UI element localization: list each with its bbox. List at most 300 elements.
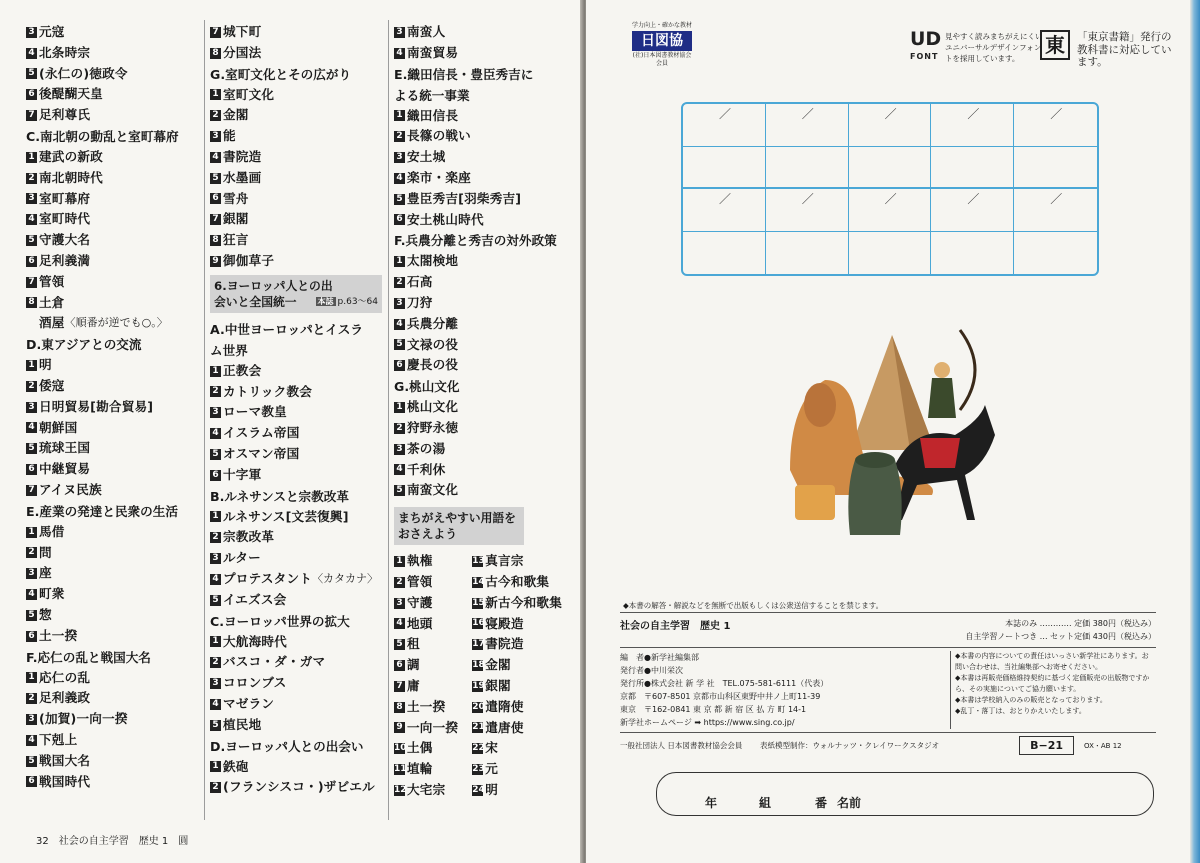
answer-number: 4 <box>26 422 37 433</box>
answer-term: 管領 <box>39 273 65 289</box>
answer-number: 2 <box>394 277 405 288</box>
answer-number: 1 <box>210 511 221 522</box>
section-heading: A.中世ヨーロッパとイスラ <box>210 321 363 337</box>
answer-term: 大宅宗 <box>407 781 446 797</box>
answer-entry <box>394 572 468 593</box>
answer-number: 4 <box>210 152 221 163</box>
answer-term: 南蛮文化 <box>407 482 459 498</box>
answer-number: 2 <box>394 131 405 142</box>
score-cell[interactable] <box>683 232 766 275</box>
answer-term: 酒屋 <box>39 315 65 331</box>
answer-number: 7 <box>26 485 37 496</box>
section-box <box>210 275 382 313</box>
answer-number: 15 <box>472 597 485 608</box>
answer-term: 室町文化 <box>223 86 275 102</box>
answer-entry <box>394 314 562 335</box>
answer-term: 倭寇 <box>39 377 65 393</box>
score-cell[interactable] <box>766 232 849 275</box>
section-heading: B.ルネサンスと宗教改革 <box>210 488 349 504</box>
answer-term: 大航海時代 <box>223 633 287 649</box>
answer-term: (フランシスコ・)ザビエル <box>223 779 375 795</box>
answer-entry <box>26 84 198 105</box>
answer-entry <box>472 551 562 572</box>
publication-info <box>620 612 1156 758</box>
book-title: 社会の自主学習 歴史 1 <box>620 621 731 632</box>
answer-entry <box>394 189 562 210</box>
answer-term: プロテスタント <box>223 570 313 586</box>
cover-edge <box>1190 0 1200 863</box>
answer-term: 問 <box>39 544 52 560</box>
answer-entry <box>210 382 382 403</box>
answer-term: (加賀)一向一揆 <box>39 711 128 727</box>
answer-number: 2 <box>26 693 37 704</box>
tokyo-shoseki-text: 「東京書籍」発行の教科書に対応しています。 <box>1077 31 1172 68</box>
answer-term: 千利休 <box>407 461 446 477</box>
answer-term: 調 <box>407 657 420 673</box>
answer-term: 宗教改革 <box>223 529 275 545</box>
answer-number: 7 <box>26 110 37 121</box>
publisher-note: ◆乱丁・落丁は、おとりかえいたします。 <box>955 707 1086 715</box>
answer-term: アイヌ民族 <box>39 481 102 497</box>
answer-entry <box>26 543 198 564</box>
answer-term: カトリック教会 <box>223 383 313 399</box>
answer-number: 3 <box>210 407 221 418</box>
samurai-icon <box>934 362 950 378</box>
answer-number: 2 <box>26 381 37 392</box>
section-heading: E.産業の発達と民衆の生活 <box>26 503 178 519</box>
answer-entry <box>394 634 468 655</box>
answer-entry <box>26 730 198 751</box>
publisher-note: ◆本書は学校納入のみの販売となっております。 <box>955 696 1107 704</box>
score-cell[interactable] <box>1014 232 1097 275</box>
answer-entry <box>394 593 468 614</box>
section-heading: よる統一事業 <box>394 87 470 103</box>
answer-entry <box>210 209 382 230</box>
answer-term: 石高 <box>407 274 433 290</box>
mistakes-box <box>394 507 524 545</box>
answer-entry <box>472 593 562 614</box>
answer-entry <box>26 438 198 459</box>
answer-number: 4 <box>210 699 221 710</box>
answer-number: 3 <box>394 152 405 163</box>
answer-term: (永仁の)徳政令 <box>39 65 128 81</box>
homepage[interactable]: 新学社ホームページ ➡ https://www.sing.co.jp/ <box>620 718 795 727</box>
ud-font-text: 見やすく読みまちがえにくいユニバーサルデザインフォントを採用しています。 <box>945 32 1043 63</box>
answer-entry <box>394 147 562 168</box>
answer-number: 3 <box>210 678 221 689</box>
answer-entry <box>394 126 562 147</box>
answer-entry <box>26 668 198 689</box>
answer-entry <box>26 22 198 43</box>
answer-number: 3 <box>26 27 37 38</box>
answer-entry <box>394 43 562 64</box>
answer-entry <box>210 22 382 43</box>
answer-term: 一向一揆 <box>407 719 459 735</box>
answer-number: 18 <box>472 660 485 671</box>
answer-term: 茶の湯 <box>407 440 446 456</box>
answer-note: 〈カタカナ〉 <box>312 571 379 585</box>
answer-number: 4 <box>394 173 405 184</box>
answer-entry <box>210 652 382 673</box>
answer-number: 3 <box>26 714 37 725</box>
answer-term: 豊臣秀吉[羽柴秀吉] <box>407 190 522 206</box>
answer-entry <box>26 355 198 376</box>
answer-entry <box>26 605 198 626</box>
answer-entry <box>210 507 382 528</box>
answer-number: 1 <box>394 402 405 413</box>
answer-entry <box>26 64 198 85</box>
answer-number: 1 <box>210 636 221 647</box>
answer-term: 銀閣 <box>485 677 511 693</box>
answer-entry <box>210 230 382 251</box>
score-cell[interactable]: ／ <box>683 104 766 147</box>
answer-entry <box>394 335 562 356</box>
answer-entry <box>210 548 382 569</box>
answer-term: 北条時宗 <box>39 44 91 60</box>
answer-entry <box>394 480 562 501</box>
score-cell[interactable] <box>849 147 932 190</box>
answer-entry <box>26 209 198 230</box>
answer-number: 13 <box>472 556 485 567</box>
answer-number: 6 <box>210 193 221 204</box>
answer-term: 織田信長 <box>407 107 459 123</box>
answer-number: 1 <box>26 360 37 371</box>
answer-number: 6 <box>26 631 37 642</box>
cover-credit: 表紙模型制作：ウォルナッツ・クレイワークスタジオ <box>760 741 940 750</box>
clay-model-illustration <box>770 320 1020 570</box>
answer-term: 足利義満 <box>39 252 91 268</box>
answer-number: 22 <box>472 743 485 754</box>
answer-entry <box>26 376 198 397</box>
answer-entry <box>472 572 562 593</box>
answer-term: 狩野永徳 <box>407 419 459 435</box>
answer-number: 3 <box>394 298 405 309</box>
answer-term: 室町時代 <box>39 211 91 227</box>
score-cell[interactable] <box>931 232 1014 275</box>
answer-number: 5 <box>26 68 37 79</box>
answer-entry <box>472 780 562 801</box>
answer-number: 3 <box>26 193 37 204</box>
answer-term: 土一揆 <box>39 627 78 643</box>
answer-entry <box>472 634 562 655</box>
answer-number: 1 <box>394 556 405 567</box>
section-reference: 本誌 p.63〜64 <box>317 296 378 307</box>
answer-entry <box>210 632 382 653</box>
answer-number: 2 <box>26 547 37 558</box>
answer-term: 室町幕府 <box>39 190 91 206</box>
section-heading: G.桃山文化 <box>394 379 460 395</box>
name-field[interactable]: 年 組 番 名前 <box>656 772 1154 816</box>
answer-number: 4 <box>394 319 405 330</box>
price-info: 本誌のみ ………… 定価 380円（税込み） 自主学習ノートつき … セット定価 430円（税込み） <box>965 619 1156 641</box>
answer-number: 4 <box>394 464 405 475</box>
answer-number: 5 <box>26 610 37 621</box>
answer-number: 11 <box>394 764 407 774</box>
answer-number: 14 <box>472 576 485 587</box>
answer-entry <box>26 230 198 251</box>
score-cell[interactable]: ／ <box>766 104 849 147</box>
answer-entry <box>26 709 198 730</box>
answer-term: バスコ・ダ・ガマ <box>223 654 326 670</box>
answer-entry <box>210 189 382 210</box>
answer-number: 1 <box>26 152 37 163</box>
answer-entry <box>210 423 382 444</box>
book-code-2: OX・AB 12 <box>1084 741 1122 750</box>
answer-number: 5 <box>210 720 221 731</box>
answer-number: 17 <box>472 639 485 650</box>
score-cell[interactable] <box>931 147 1014 190</box>
answer-entry <box>210 147 382 168</box>
answer-entry <box>394 168 562 189</box>
answer-number: 7 <box>210 214 221 225</box>
answer-term: 遣唐使 <box>485 719 524 735</box>
answer-entry <box>394 106 562 127</box>
answer-entry <box>210 569 382 590</box>
section-heading: G.室町文化とその広がり <box>210 66 352 82</box>
answer-number: 7 <box>394 681 405 692</box>
answer-number: 2 <box>394 423 405 434</box>
answer-entry <box>394 614 468 635</box>
answer-number: 8 <box>210 48 221 59</box>
answer-number: 1 <box>26 672 37 683</box>
answer-entry <box>394 718 468 739</box>
answer-number: 4 <box>394 48 405 59</box>
answer-term: ルネサンス[文芸復興] <box>223 508 349 524</box>
answer-term: 雪舟 <box>223 190 249 206</box>
answer-number: 2 <box>394 577 405 588</box>
score-cell[interactable]: ／ <box>683 189 766 232</box>
answer-term: 日明貿易[勘合貿易] <box>39 398 154 414</box>
answer-number: 2 <box>210 110 221 121</box>
answer-number: 4 <box>394 618 405 629</box>
answer-number: 2 <box>210 532 221 543</box>
score-cell[interactable] <box>1014 147 1097 190</box>
answer-term: 土倉 <box>39 294 65 310</box>
answer-number: 3 <box>26 568 37 579</box>
answer-number: 16 <box>472 618 485 629</box>
answer-term: 南蛮貿易 <box>407 44 459 60</box>
answer-term: 戦国大名 <box>39 752 91 768</box>
answer-term: 応仁の乱 <box>39 669 91 685</box>
answer-entry <box>394 251 562 272</box>
answer-number: 3 <box>26 402 37 413</box>
answer-term: 元寇 <box>39 24 65 39</box>
answer-number: 12 <box>394 784 407 795</box>
answer-entry <box>210 251 382 272</box>
answer-number: 6 <box>394 214 405 225</box>
answer-number: 8 <box>394 702 405 713</box>
answer-term: 慶長の役 <box>407 357 459 373</box>
answer-entry <box>26 313 198 334</box>
score-cell[interactable] <box>766 147 849 190</box>
answer-entry <box>394 676 468 697</box>
answer-entry <box>26 751 198 772</box>
answer-number: 6 <box>26 776 37 787</box>
bronze-bell-icon <box>848 460 901 535</box>
answer-entry <box>210 673 382 694</box>
kyoto-address: 京都 〒607-8501 京都市山科区東野中井ノ上町11-39 <box>620 692 821 701</box>
answer-term: 安土城 <box>407 149 446 165</box>
answer-entry <box>472 738 562 759</box>
answer-number: 19 <box>472 680 485 691</box>
score-cell[interactable]: ／ <box>931 104 1014 147</box>
answer-entry <box>26 522 198 543</box>
answer-number: 2 <box>26 173 37 184</box>
answer-entry <box>210 361 382 382</box>
answer-term: 遣隋使 <box>485 698 524 714</box>
answer-term: 埴輪 <box>407 761 433 777</box>
answer-number: 4 <box>210 574 221 585</box>
answer-entry <box>210 126 382 147</box>
answer-entry <box>394 551 468 572</box>
section-heading: F.応仁の乱と戦国大名 <box>26 649 151 665</box>
answer-term: 金閣 <box>485 657 511 673</box>
answer-term: 真言宗 <box>485 553 524 569</box>
answer-entry <box>210 590 382 611</box>
book-code: B−21 <box>1019 736 1074 755</box>
answer-term: 正教会 <box>223 362 262 378</box>
answer-term: 刀狩 <box>407 294 433 310</box>
answer-number: 24 <box>472 784 485 795</box>
answer-term: 地頭 <box>407 615 433 631</box>
score-cell[interactable] <box>683 147 766 190</box>
answer-entry <box>394 418 562 439</box>
association-logo-mark: 日図協 <box>632 31 692 51</box>
answer-entry <box>26 772 198 793</box>
answer-term: 古今和歌集 <box>485 573 550 589</box>
publisher-note: ◆本書の内容についての責任はいっさい新学社にあります。お問い合わせは、当社編集部へお寄せください。 <box>955 652 1149 671</box>
answer-term: 南北朝時代 <box>39 169 103 185</box>
section-heading: ム世界 <box>210 342 248 358</box>
answer-entry <box>394 272 562 293</box>
score-cell[interactable] <box>849 232 932 275</box>
answer-term: 兵農分離 <box>407 315 459 331</box>
answer-number: 1 <box>210 89 221 100</box>
answer-number: 4 <box>26 735 37 746</box>
answer-term: 座 <box>39 565 52 581</box>
score-cell[interactable]: ／ <box>849 189 932 232</box>
answer-term: 管領 <box>407 573 433 589</box>
answer-term: 狂言 <box>223 232 249 248</box>
answer-entry <box>26 626 198 647</box>
answer-number: 1 <box>210 366 221 377</box>
answer-entry <box>472 655 562 676</box>
answer-number: 7 <box>210 27 221 38</box>
answer-entry <box>472 759 562 780</box>
answer-number: 6 <box>394 660 405 671</box>
column-divider <box>204 20 205 820</box>
answer-entry <box>394 759 468 780</box>
answer-number: 5 <box>210 449 221 460</box>
answer-term: 執権 <box>407 553 433 569</box>
answer-term: コロンブス <box>223 675 287 691</box>
answer-term: オスマン帝国 <box>223 445 300 461</box>
answer-entry <box>394 293 562 314</box>
answer-number: 2 <box>210 386 221 397</box>
answer-number: 5 <box>394 339 405 350</box>
answer-entry <box>210 465 382 486</box>
answer-term: 金閣 <box>223 107 249 123</box>
answer-number: 1 <box>210 761 221 772</box>
section-heading: F.兵農分離と秀吉の対外政策 <box>394 233 557 249</box>
association-logo: 学力向上・確かな教材 日図協 (社)日本図書教材協会会員 <box>632 22 693 67</box>
answer-number: 3 <box>394 444 405 455</box>
answer-number: 6 <box>26 256 37 267</box>
answer-number: 2 <box>210 657 221 668</box>
answer-term: 宋 <box>485 740 499 756</box>
answer-term: 城下町 <box>223 24 262 39</box>
answer-number: 10 <box>394 743 407 754</box>
answer-number: 5 <box>394 639 405 650</box>
answer-entry <box>210 168 382 189</box>
answer-number: 3 <box>394 598 405 609</box>
answer-term: 庸 <box>407 677 420 693</box>
answer-entry <box>210 757 382 778</box>
column-divider <box>388 20 389 820</box>
answer-term: 元 <box>485 761 499 777</box>
answer-number: 5 <box>26 235 37 246</box>
answer-term: 書院造 <box>485 636 524 652</box>
answer-number: 5 <box>394 485 405 496</box>
answer-term: 惣 <box>39 606 52 622</box>
answer-number: 6 <box>210 470 221 481</box>
answer-number: 9 <box>394 722 405 733</box>
answer-entry <box>472 614 562 635</box>
answer-term: 長篠の戦い <box>407 128 471 144</box>
answer-term: 御伽草子 <box>223 252 275 268</box>
answer-number: 5 <box>26 756 37 767</box>
answer-term: 琉球王国 <box>39 440 91 456</box>
score-cell[interactable]: ／ <box>931 189 1014 232</box>
answer-number: 4 <box>26 589 37 600</box>
score-cell[interactable]: ／ <box>1014 104 1097 147</box>
answer-entry <box>210 105 382 126</box>
answer-number: 1 <box>394 256 405 267</box>
answer-term: 分国法 <box>223 44 262 60</box>
answer-term: 馬借 <box>39 523 65 539</box>
answer-entry <box>26 168 198 189</box>
copyright-note: ◆本書の解答・解説などを無断で出版もしくは公衆送信することを禁じます。 <box>623 601 884 610</box>
association-member: 一般社団法人 日本図書教材協会会員 <box>620 741 743 750</box>
answer-entry <box>210 43 382 64</box>
answer-number: 23 <box>472 764 485 774</box>
answer-term: 戦国時代 <box>39 773 91 789</box>
score-cell[interactable]: ／ <box>849 104 932 147</box>
section-heading: D.ヨーロッパ人との出会い <box>210 738 364 754</box>
answer-term: 中継貿易 <box>39 461 91 477</box>
answer-term: マゼラン <box>223 695 275 711</box>
score-grid <box>681 102 1099 276</box>
answer-number: 3 <box>210 131 221 142</box>
answer-number: 2 <box>210 782 221 793</box>
answer-term: 足利尊氏 <box>39 107 91 123</box>
answer-number: 1 <box>394 110 405 121</box>
answer-entry <box>210 777 382 798</box>
answer-term: 寝殿造 <box>485 615 524 631</box>
answer-number: 8 <box>210 235 221 246</box>
answer-term: 文禄の役 <box>407 336 459 352</box>
answer-entry <box>26 105 198 126</box>
publisher-note: ◆本書は再販売価格維持契約に基づく定価販売の出版物ですから、その実施についてご協力願います。 <box>955 674 1150 693</box>
section-title: 6.ヨーロッパ人との出会いと全国統一 <box>214 278 333 309</box>
score-cell[interactable]: ／ <box>766 189 849 232</box>
answer-entry <box>210 694 382 715</box>
score-cell[interactable]: ／ <box>1014 189 1097 232</box>
answer-number: 7 <box>26 277 37 288</box>
answer-entry <box>26 418 198 439</box>
mistakes-title: まちがえやすい用語をおさえよう <box>398 511 516 542</box>
mistakes-grid <box>394 551 562 801</box>
